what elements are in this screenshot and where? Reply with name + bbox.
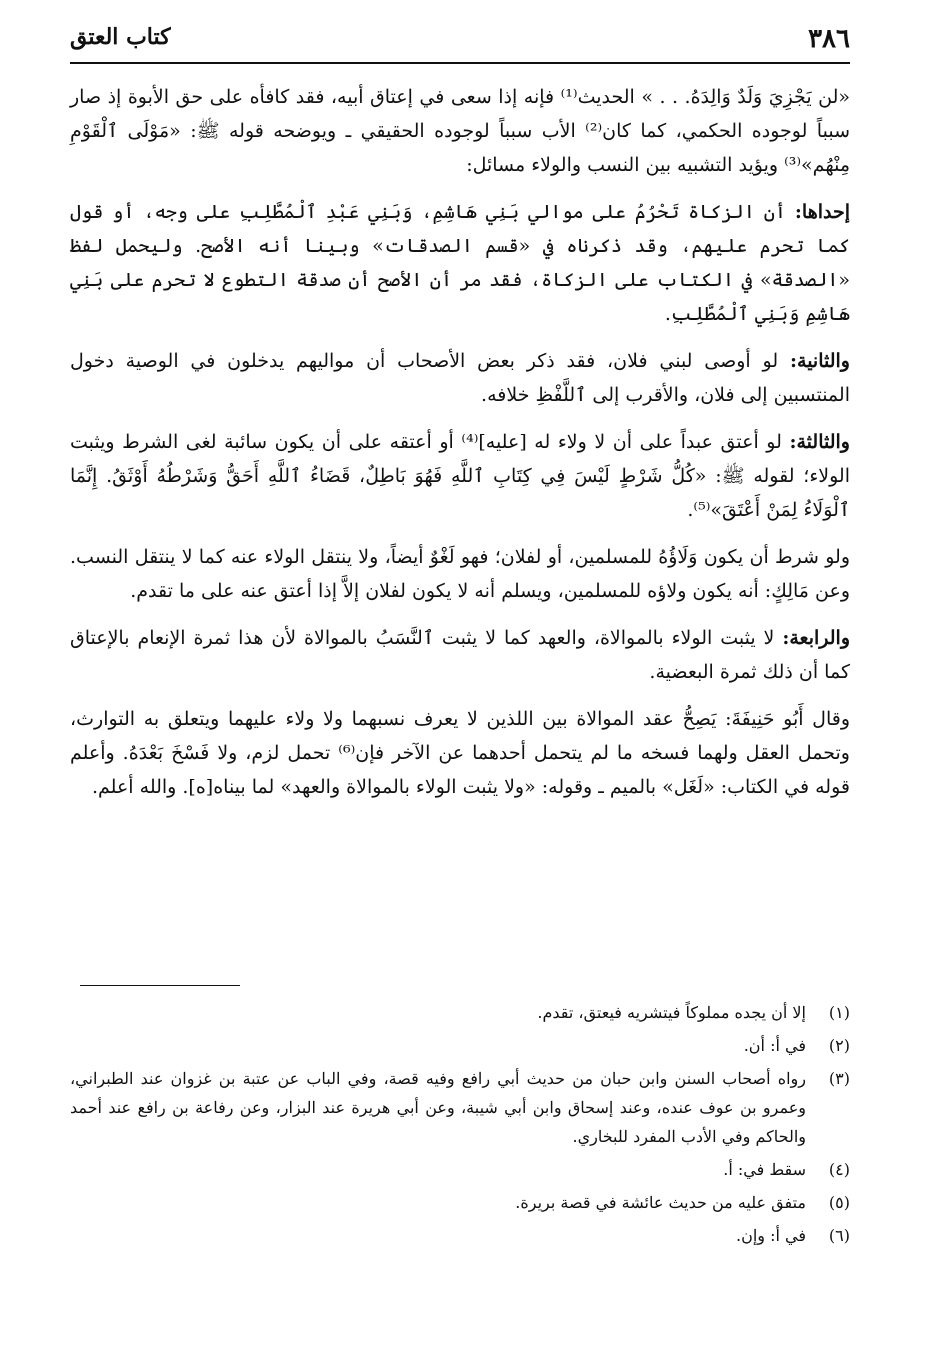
paragraph-text: لو أوصى لبني فلان، فقد ذكر بعض الأصحاب أن مواليهم يدخلون في الوصية دخول المنتسبين إلى فلان، والأقرب إلى ٱللَّفْظِ خلافه.: [70, 350, 850, 406]
footnote-number: (٥): [828, 1193, 850, 1212]
footnote-item: [70, 1031, 850, 1060]
footnote-number: (٣): [828, 1069, 850, 1088]
footnote-text: متفق عليه من حديث عائشة في قصة بريرة.: [515, 1193, 806, 1212]
footnote-item: [70, 998, 850, 1027]
footnote-item: [70, 1155, 850, 1184]
paragraph: [70, 540, 850, 608]
footnote-text: رواه أصحاب السنن وابن حبان من حديث أبي رافع وفيه قصة، وفي الباب عن عتبة بن غزوان عند الطبراني، وعمرو بن عوف عنده، وعند إسحاق وابن أبي شيبة، وعن أبي هريرة عند البزار، وعن رفاعة بن رافع عند أحمد والحاكم وفي الأدب المفرد للبخاري.: [70, 1069, 806, 1146]
running-title: كتاب العتق: [70, 24, 171, 50]
header-divider: [70, 62, 850, 64]
paragraph-text: وقال أَبُو حَنِيفَةَ: يَصِحُّ عقد الموالاة بين اللذين لا يعرف نسبهما ولا ولاء عليهما ويتعلق به التوارث، وتحمل العقل ولهما فسخه ما لم يتحمل أحدهما عن الآخر فإن⁽⁶⁾ تحمل لزم، ولا فَسْخَ بَعْدَهُ. وأعلم قوله في الكتاب: «لَغَل» بالميم ـ وقوله: «ولا يثبت الولاء بالموالاة والعهد» لما بيناه[ه]. والله أعلم.: [70, 708, 850, 798]
footnote-text: في أ: وإن.: [736, 1226, 806, 1245]
page-header: [70, 18, 850, 58]
paragraph: [70, 702, 850, 804]
footnote-number: (٤): [828, 1160, 850, 1179]
footnote-number: (٦): [828, 1226, 850, 1245]
paragraph-label: والرابعة:: [782, 627, 850, 649]
paragraph-text: أن الزكاة تَحْرُمُ على موالي بَنِي هَاشِمِ، وَبَنِي عَبْدِ ٱلْمُطَّلِبِ على وجه، أو قول كما تحرم عليهم، وقد ذكرناه في «قسم الصدقات» وبينا أنه الأصح. وليحمل لفظ «الصدقة» في الكتاب على الزكاة، فقد مر أن الأصح أن صدقة التطوع لا تحرم على بَنِي هَاشِمِ وَبَنِي ٱلْمُطَّلِبِ.: [70, 201, 850, 325]
paragraph: [70, 80, 850, 182]
paragraph-label: إحداها:: [794, 201, 850, 223]
footnote-item: [70, 1221, 850, 1250]
footnote-text: سقط في: أ.: [723, 1160, 806, 1179]
footnote-number: (١): [828, 1003, 850, 1022]
footnote-text: في أ: أن.: [743, 1036, 806, 1055]
paragraph-text: لو أعتق عبداً على أن لا ولاء له [عليه]⁽⁴⁾ أو أعتقه على أن يكون سائبة لغى الشرط ويثبت الولاء؛ لقوله ﷺ: «كُلُّ شَرْطٍ لَيْسَ فِي كِتَابِ ٱللَّهِ فَهُوَ بَاطِلٌ، قَضَاءُ ٱللَّهِ أَحَقُّ وَشَرْطُهُ أَوْثَقُ. إِنَّمَا ٱلْوَلَاءُ لِمَنْ أَعْتَقَ»⁽⁵⁾.: [70, 431, 850, 521]
paragraph-label: والثالثة:: [789, 431, 850, 453]
page-number: ٣٨٦: [808, 24, 850, 54]
paragraph-label: والثانية:: [790, 350, 850, 372]
paragraph: [70, 195, 850, 331]
footnote-divider: [80, 985, 240, 986]
footnote-item: [70, 1188, 850, 1217]
paragraph-text: لا يثبت الولاء بالموالاة، والعهد كما لا يثبت ٱلنَّسَبُ بالموالاة لأن هذا ثمرة الإنعام بالإعتاق كما أن ذلك ثمرة البعضية.: [70, 627, 850, 683]
paragraph: [70, 425, 850, 527]
footnote-text: إلا أن يجده مملوكاً فيتشريه فيعتق، تقدم.: [537, 1003, 806, 1022]
book-page: [70, 0, 850, 1358]
footnotes: [70, 998, 850, 1254]
paragraph-text: ولو شرط أن يكون وَلَاؤُهُ للمسلمين، أو لفلان؛ فهو لَغْوٌ أيضاً، ولا ينتقل الولاء عنه كما لا ينتقل النسب. وعن مَالِكٍ: أنه يكون ولاؤه للمسلمين، ويسلم أنه لا يكون لفلان إلاَّ إذا أعتق عنه على ما تقدم.: [70, 546, 850, 602]
paragraph: [70, 344, 850, 412]
paragraph: [70, 621, 850, 689]
paragraph-text: «لن يَجْزِيَ وَلَدٌ وَالِدَهُ. . . » الحديث⁽¹⁾ فإنه إذا سعى في إعتاق أبيه، فقد كافأه على حق الأبوة إذ صار سبباً لوجوده الحكمي، كما كان⁽²⁾ الأب سبباً لوجوده الحقيقي ـ ويوضحه قوله ﷺ: «مَوْلَى ٱلْقَوْمِ مِنْهُم»⁽³⁾ ويؤيد التشبيه بين النسب والولاء مسائل:: [70, 86, 850, 176]
footnote-number: (٢): [828, 1036, 850, 1055]
footnote-item: [70, 1064, 850, 1151]
main-text: [70, 80, 850, 817]
